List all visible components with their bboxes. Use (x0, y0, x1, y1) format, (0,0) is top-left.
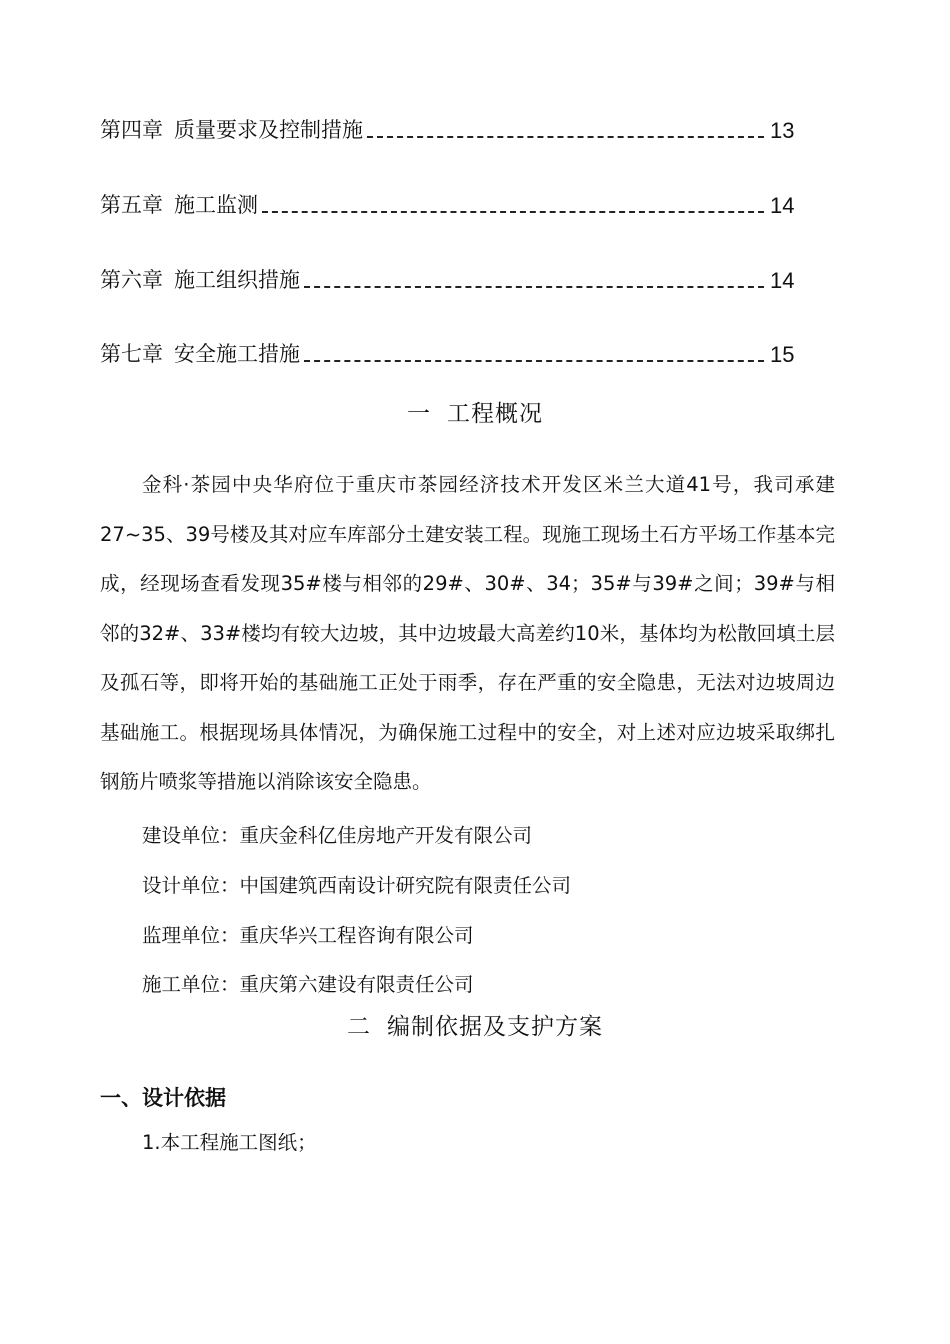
toc-row (100, 334, 800, 368)
toc-title: 施工组织措施 (174, 268, 300, 292)
section-heading-overview (0, 395, 950, 428)
toc-title: 施工监测 (174, 193, 258, 217)
toc-chapter: 第四章 (100, 118, 163, 142)
section-title: 编制依据及支护方案 (387, 1014, 603, 1040)
unit-line-supervisor: 监理单位：重庆华兴工程咨询有限公司 (142, 924, 474, 947)
toc-leader (262, 211, 764, 213)
section-number: 二 (347, 1014, 371, 1040)
toc-title: 质量要求及控制措施 (174, 118, 363, 142)
list-item: 1.本工程施工图纸； (142, 1131, 317, 1154)
section-number: 一 (407, 401, 431, 427)
section-title: 工程概况 (447, 401, 543, 427)
overview-paragraph: 金科·茶园中央华府位于重庆市茶园经济技术开发区米兰大道41号，我司承建27~35、39号楼及其对应车库部分土建安装工程。现施工现场土石方平场工作基本完成，经现场查看发现35#楼与相邻的29#、30#、34；35#与39#之间；39#与相邻的32#、33#楼均有较大边坡，其中边坡最大高差约10米，基体均为松散回填土层及孤石等，即将开始的基础施工正处于雨季，存在严重的安全隐患，无法对边坡周边基础施工。根据现场具体情况，为确保施工过程中的安全，对上述对应边坡采取绑扎钢筋片喷浆等措施以消除该安全隐患。 (100, 473, 835, 793)
toc-page-number: 13 (770, 118, 795, 143)
subheading-design-basis: 一、设计依据 (100, 1086, 226, 1110)
toc-row (100, 260, 800, 294)
unit-line-contractor: 施工单位：重庆第六建设有限责任公司 (142, 973, 474, 996)
toc-title: 安全施工措施 (174, 342, 300, 366)
toc-row (100, 185, 800, 219)
toc-chapter: 第五章 (100, 193, 163, 217)
toc-row (100, 110, 800, 144)
toc-chapter: 第六章 (100, 268, 163, 292)
unit-line-owner: 建设单位：重庆金科亿佳房地产开发有限公司 (142, 824, 533, 847)
toc-page-number: 15 (770, 342, 795, 367)
toc-leader (304, 286, 764, 288)
toc-leader (367, 136, 764, 138)
unit-line-designer: 设计单位：中国建筑西南设计研究院有限责任公司 (142, 874, 572, 897)
toc-chapter: 第七章 (100, 342, 163, 366)
toc-page-number: 14 (770, 193, 795, 218)
section-heading-basis (0, 1008, 950, 1041)
toc-page-number: 14 (770, 268, 795, 293)
toc-leader (304, 360, 764, 362)
